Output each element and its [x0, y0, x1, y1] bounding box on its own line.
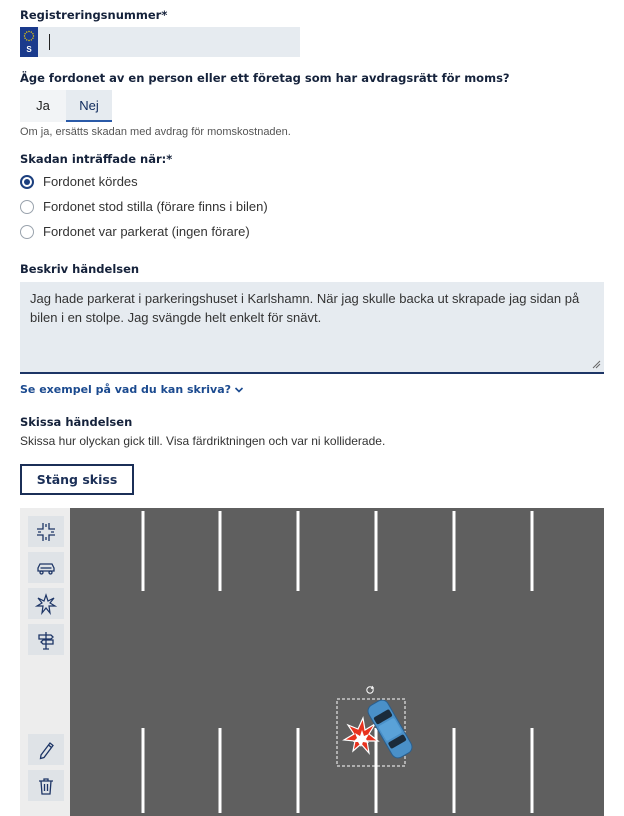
vat-toggle[interactable] — [20, 90, 112, 122]
registration-label: Registreringsnummer* — [20, 8, 168, 22]
collision-icon — [35, 593, 57, 615]
intersection-tool[interactable] — [28, 516, 64, 547]
chevron-down-icon — [234, 386, 244, 394]
close-sketch-button[interactable]: Stäng skiss — [20, 464, 134, 495]
registration-input[interactable] — [38, 27, 300, 57]
sketch-instructions: Skissa hur olyckan gick till. Visa färdriktningen och var ni kolliderade. — [20, 434, 386, 448]
radio-label: Fordonet kördes — [43, 174, 138, 189]
parking-lines — [143, 511, 532, 813]
occurred-label: Skadan inträffade när:* — [20, 152, 173, 166]
intersection-icon — [35, 521, 57, 543]
sign-tool[interactable] — [28, 624, 64, 655]
signpost-icon — [35, 629, 57, 651]
radio-label: Fordonet stod stilla (förare finns i bilen) — [43, 199, 268, 214]
trash-icon — [35, 775, 57, 797]
pencil-tool[interactable] — [28, 734, 64, 765]
sketch-title: Skissa händelsen — [20, 415, 133, 429]
radio-label: Fordonet var parkerat (ingen förare) — [43, 224, 250, 239]
description-text: Jag hade parkerat i parkeringshuset i Karlshamn. När jag skulle backa ut skrapade jag sidan på bilen i en stolpe. Jag svängde helt enkelt för snävt. — [30, 291, 580, 325]
radio-button[interactable] — [20, 200, 34, 214]
country-code: S — [26, 45, 32, 54]
pencil-icon — [35, 739, 57, 761]
example-link[interactable] — [20, 383, 244, 396]
rotate-handle-icon[interactable] — [367, 686, 374, 693]
eu-stars-icon — [23, 30, 35, 42]
vat-option-no[interactable]: Nej — [66, 90, 112, 122]
text-caret — [49, 34, 50, 50]
description-label: Beskriv händelsen — [20, 262, 140, 276]
parking-lot-scene[interactable] — [70, 508, 604, 816]
delete-tool[interactable] — [28, 770, 64, 801]
radio-option-driving[interactable] — [20, 174, 138, 189]
car-icon — [35, 557, 57, 579]
radio-button[interactable] — [20, 225, 34, 239]
vat-question: Äge fordonet av en person eller ett företag som har avdragsrätt för moms? — [20, 71, 510, 85]
collision-tool[interactable] — [28, 588, 64, 619]
vat-hint: Om ja, ersätts skadan med avdrag för momskostnaden. — [20, 126, 291, 138]
vat-option-yes[interactable]: Ja — [20, 90, 66, 122]
registration-field[interactable] — [20, 27, 300, 57]
sketch-canvas[interactable] — [20, 508, 604, 816]
sketch-toolbar — [20, 508, 70, 816]
radio-button[interactable] — [20, 175, 34, 189]
radio-option-stationary[interactable] — [20, 199, 268, 214]
collision-marker-icon[interactable] — [344, 718, 378, 753]
resize-handle-icon[interactable] — [591, 359, 601, 369]
car-top-view[interactable] — [365, 698, 414, 761]
description-textarea[interactable] — [20, 282, 604, 374]
radio-option-parked[interactable] — [20, 224, 250, 239]
eu-country-badge — [20, 27, 38, 57]
car-tool[interactable] — [28, 552, 64, 583]
example-link-text[interactable]: Se exempel på vad du kan skriva? — [20, 383, 232, 396]
